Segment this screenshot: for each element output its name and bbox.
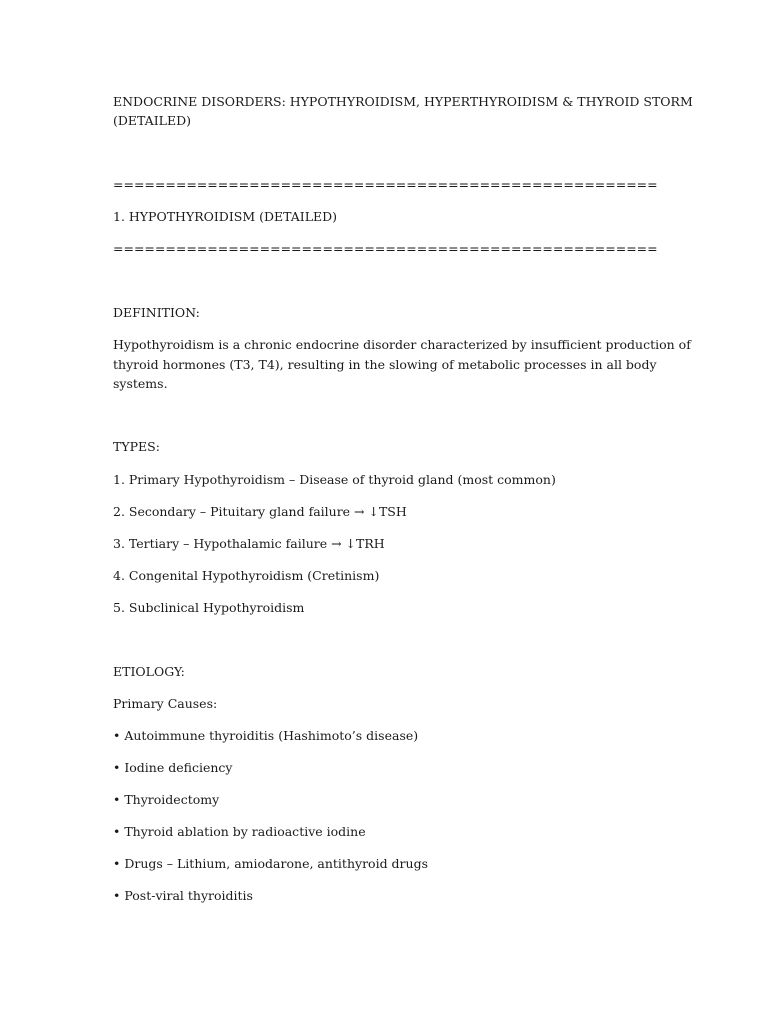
section-heading: 1. HYPOTHYROIDISM (DETAILED): [113, 209, 338, 224]
separator-top: ====================================================: [113, 177, 658, 192]
types-list-item: 3. Tertiary – Hypothalamic failure → ↓TRH: [113, 536, 385, 551]
types-list-item: 1. Primary Hypothyroidism – Disease of thyroid gland (most common): [113, 472, 556, 487]
etiology-list-item: • Iodine deficiency: [113, 760, 233, 775]
definition-line-2: thyroid hormones (T3, T4), resulting in the slowing of metabolic processes in all body: [113, 357, 657, 372]
etiology-list-item: • Thyroidectomy: [113, 792, 220, 807]
etiology-list-item: • Post-viral thyroiditis: [113, 888, 253, 903]
types-heading: TYPES:: [113, 439, 160, 454]
etiology-list-item: • Drugs – Lithium, amiodarone, antithyroid drugs: [113, 856, 428, 871]
types-list-item: 4. Congenital Hypothyroidism (Cretinism): [113, 568, 380, 583]
definition-heading: DEFINITION:: [113, 305, 200, 320]
definition-line-3: systems.: [113, 376, 168, 391]
etiology-list-item: • Thyroid ablation by radioactive iodine: [113, 824, 366, 839]
etiology-list-item: • Autoimmune thyroiditis (Hashimoto’s disease): [113, 728, 419, 743]
etiology-heading: ETIOLOGY:: [113, 664, 185, 679]
etiology-subheading: Primary Causes:: [113, 696, 218, 711]
document-title-line-1: ENDOCRINE DISORDERS: HYPOTHYROIDISM, HYPERTHYROIDISM & THYROID STORM: [113, 94, 693, 109]
document-title-line-2: (DETAILED): [113, 113, 191, 128]
separator-bottom: ====================================================: [113, 241, 658, 256]
types-list-item: 5. Subclinical Hypothyroidism: [113, 600, 305, 615]
types-list-item: 2. Secondary – Pituitary gland failure → ↓TSH: [113, 504, 407, 519]
definition-line-1: Hypothyroidism is a chronic endocrine disorder characterized by insufficient production of: [113, 337, 691, 352]
